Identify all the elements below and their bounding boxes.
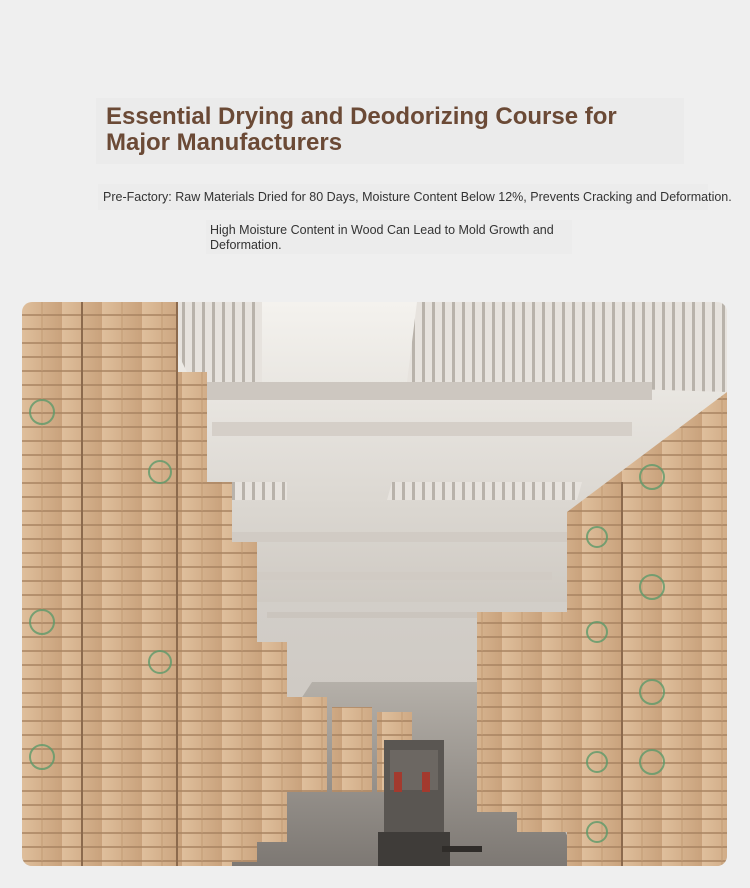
page-title: Essential Drying and Deodorizing Course for Major Manufacturers: [106, 103, 617, 156]
title-box: [96, 98, 684, 164]
warehouse-photo: [22, 302, 727, 866]
subtitle-moisture-warning: High Moisture Content in Wood Can Lead to Mold Growth and Deformation.: [206, 220, 572, 254]
warehouse-illustration: [22, 302, 727, 866]
subtitle-drying-info: Pre-Factory: Raw Materials Dried for 80 Days, Moisture Content Below 12%, Prevents Cracking and Deformation.: [98, 184, 708, 210]
